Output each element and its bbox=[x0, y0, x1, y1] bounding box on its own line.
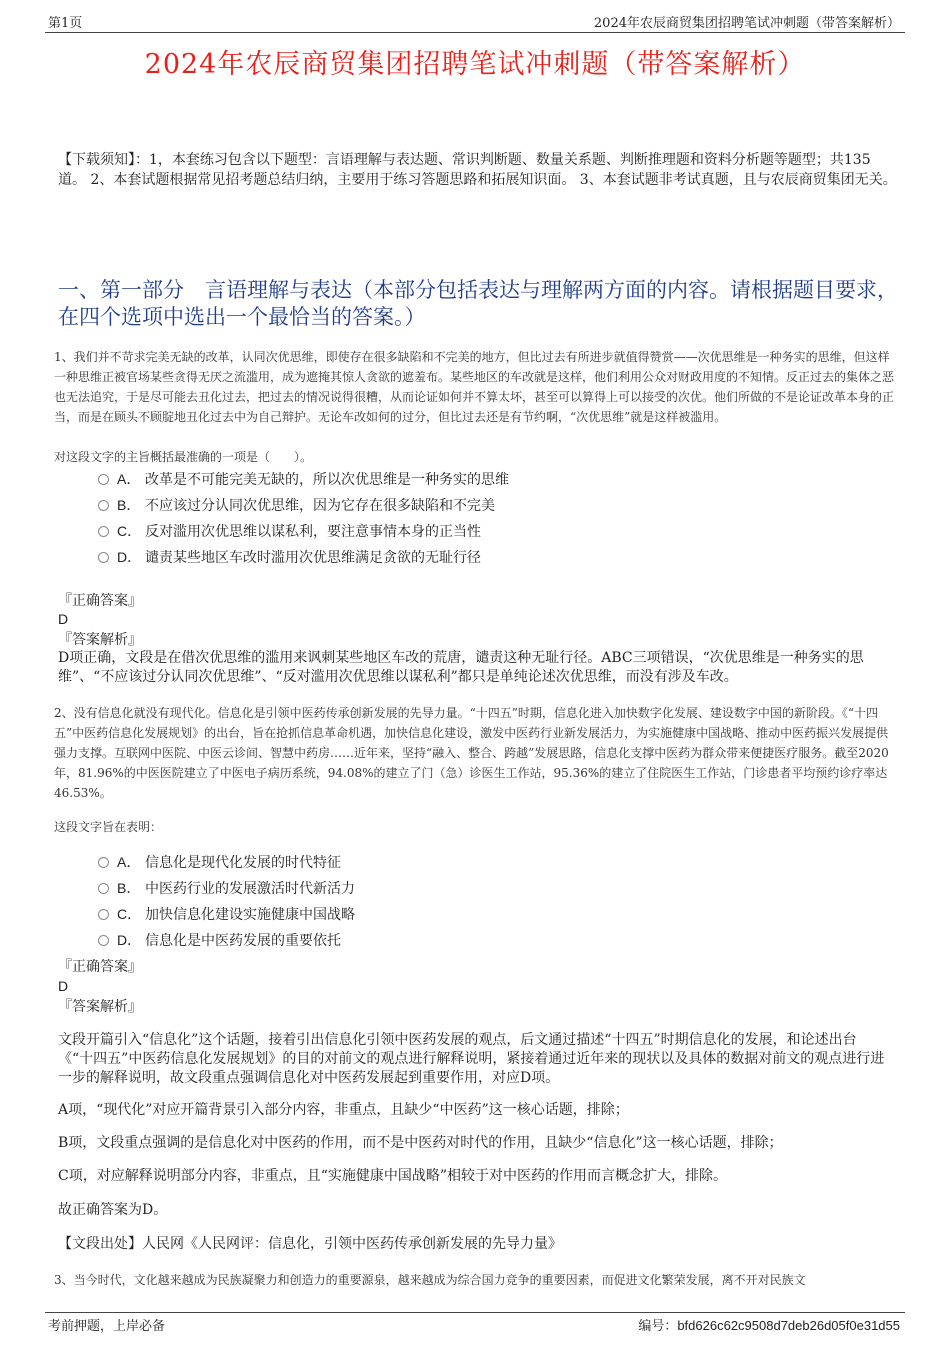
q1-options bbox=[98, 466, 509, 570]
radio-icon[interactable] bbox=[98, 474, 109, 485]
footer-code bbox=[638, 1315, 900, 1334]
radio-icon[interactable] bbox=[98, 909, 109, 920]
footer-code-label: 编号： bbox=[638, 1318, 678, 1333]
q2-analysis-main: 文段开篇引入“信息化”这个话题，接着引出信息化引领中医药发展的观点，后文通过描述“十四五”时期信息化的发展，和论述出台《“十四五”中医药信息化发展规划》的目的对前文的观点进行解释说明，紧接着通过近年来的现状以及具体的数据对前文的观点进行进一步的解释说明，故文段重点强调信息化对中医药发展起到重要作用，对应D项。 bbox=[58, 1032, 885, 1086]
q1-text: 1、我们并不苛求完美无缺的改革，认同次优思维，即使存在很多缺陷和不完美的地方，但比过去有所进步就值得赞赏——次优思维是一种务实的思维，但这样一种思维正被官场某些贪得无厌之流滥用，成为遮掩其惊人贪欲的遮羞布。某些地区的车改就是这样，他们利用公众对财政用度的不知情。反正过去的集体之恶也无法追究，于是尽可能去丑化过去，把过去的情况说得很糟，从而论证如何并不算太坏，甚至可以算得上可以接受的次优。他们所做的不是论证改革本身的正当，而是在顾头不顾腚地丑化过去中为自己辩护。无论车改如何的过分，但比过去还是有节约啊，“次优思维”就是这样被滥用。 bbox=[54, 350, 895, 424]
q2-analysis-label: 『答案解析』 bbox=[58, 999, 142, 1015]
q2-analysis-b: B项，文段重点强调的是信息化对中医药的作用，而不是中医药对时代的作用，且缺少“信息化”这一核心话题，排除； bbox=[58, 1135, 783, 1151]
download-notice: 【下载须知】：1，本套练习包含以下题型：言语理解与表达题、常识判断题、数量关系题、判断推理题和资料分析题等题型；共135道。 2、本套试题根据常见招考题总结归纳，主要用于练习答题思路和拓展知识面。 3、本套试题非考试真题，且与农辰商贸集团无关。 bbox=[58, 152, 897, 188]
q2-conclusion: 故正确答案为D。 bbox=[58, 1202, 168, 1218]
q2-answer-label: 『正确答案』 bbox=[58, 959, 142, 975]
radio-icon[interactable] bbox=[98, 500, 109, 511]
page-title: 2024年农辰商贸集团招聘笔试冲刺题（带答案解析） bbox=[144, 49, 806, 80]
footer-slogan: 考前押题，上岸必备 bbox=[48, 1319, 166, 1334]
q2-source: 【文段出处】人民网《人民网评：信息化，引领中医药传承创新发展的先导力量》 bbox=[58, 1236, 562, 1252]
header-doc-title: 2024年农辰商贸集团招聘笔试冲刺题（带答案解析） bbox=[593, 16, 900, 31]
q2-analysis-c: C项，对应解释说明部分内容，非重点，且“实施健康中国战略”相较于对中医药的作用而言概念扩大，排除。 bbox=[58, 1168, 728, 1184]
q1-option-a[interactable]: A． 改革是不可能完美无缺的，所以次优思维是一种务实的思维 bbox=[98, 466, 509, 492]
radio-icon[interactable] bbox=[98, 526, 109, 537]
q2-analysis-a: A项，“现代化”对应开篇背景引入部分内容，非重点，且缺少“中医药”这一核心话题，排除； bbox=[58, 1102, 629, 1118]
q2-option-d[interactable]: D． 信息化是中医药发展的重要依托 bbox=[98, 927, 355, 953]
q2-option-a[interactable]: A． 信息化是现代化发展的时代特征 bbox=[98, 849, 355, 875]
q3-text: 3、当今时代，文化越来越成为民族凝聚力和创造力的重要源泉，越来越成为综合国力竞争的重要因素，而促进文化繁荣发展，离不开对民族文 bbox=[54, 1273, 806, 1287]
footer-divider bbox=[45, 1312, 905, 1313]
header-divider bbox=[45, 32, 905, 33]
q1-option-c[interactable]: C． 反对滥用次优思维以谋私利，要注意事情本身的正当性 bbox=[98, 518, 509, 544]
footer-code-value: bfd626c62c9508d7deb26d05f0e31d55 bbox=[677, 1318, 900, 1333]
section-title: 一、第一部分 言语理解与表达（本部分包括表达与理解两方面的内容。请根据题目要求，在四个选项中选出一个最恰当的答案。） bbox=[58, 278, 898, 329]
q1-answer-label: 『正确答案』 bbox=[58, 593, 142, 609]
radio-icon[interactable] bbox=[98, 883, 109, 894]
q2-option-c[interactable]: C． 加快信息化建设实施健康中国战略 bbox=[98, 901, 355, 927]
q2-text: 2、没有信息化就没有现代化。信息化是引领中医药传承创新发展的先导力量。“十四五”时期，信息化进入加快数字化发展、建设数字中国的新阶段。《“十四五”中医药信息化发展规划》的出台，旨在抢抓信息革命机遇，加快信息化建设，激发中医药行业新发展活力，为实施健康中国战略、推动中医药振兴发展提供强力支撑。互联网中医院、中医云诊间、智慧中药房……近年来，坚持“融入、整合、跨越”发展思路，信息化支撑中医药为群众带来便捷医疗服务。截至2020年，81.96%的中医医院建立了中医电子病历系统，94.08%的建立了门（急）诊医生工作站，95.36%的建立了住院医生工作站，门诊患者平均预约诊疗率达46.53%。 bbox=[54, 706, 889, 800]
q2-options bbox=[98, 849, 355, 953]
q1-analysis-label: 『答案解析』 bbox=[58, 632, 142, 648]
radio-icon[interactable] bbox=[98, 552, 109, 563]
q2-answer: D bbox=[58, 978, 69, 994]
q2-question: 这段文字旨在表明： bbox=[54, 820, 163, 834]
q1-answer: D bbox=[58, 611, 69, 627]
q1-analysis: D项正确，文段是在借次优思维的滥用来讽刺某些地区车改的荒唐，谴责这种无耻行径。ABC三项错误，“次优思维是一种务实的思维”、“不应该过分认同次优思维”、“反对滥用次优思维以谋私利”都只是单纯论述次优思维，而没有涉及车改。 bbox=[58, 650, 864, 685]
radio-icon[interactable] bbox=[98, 857, 109, 868]
q1-option-b[interactable]: B． 不应该过分认同次优思维，因为它存在很多缺陷和不完美 bbox=[98, 492, 509, 518]
q1-option-d[interactable]: D． 谴责某些地区车改时滥用次优思维满足贪欲的无耻行径 bbox=[98, 544, 509, 570]
q2-option-b[interactable]: B． 中医药行业的发展激活时代新活力 bbox=[98, 875, 355, 901]
page-number: 第1页 bbox=[48, 16, 83, 31]
q1-question: 对这段文字的主旨概括最准确的一项是（ ）。 bbox=[54, 450, 313, 464]
radio-icon[interactable] bbox=[98, 935, 109, 946]
